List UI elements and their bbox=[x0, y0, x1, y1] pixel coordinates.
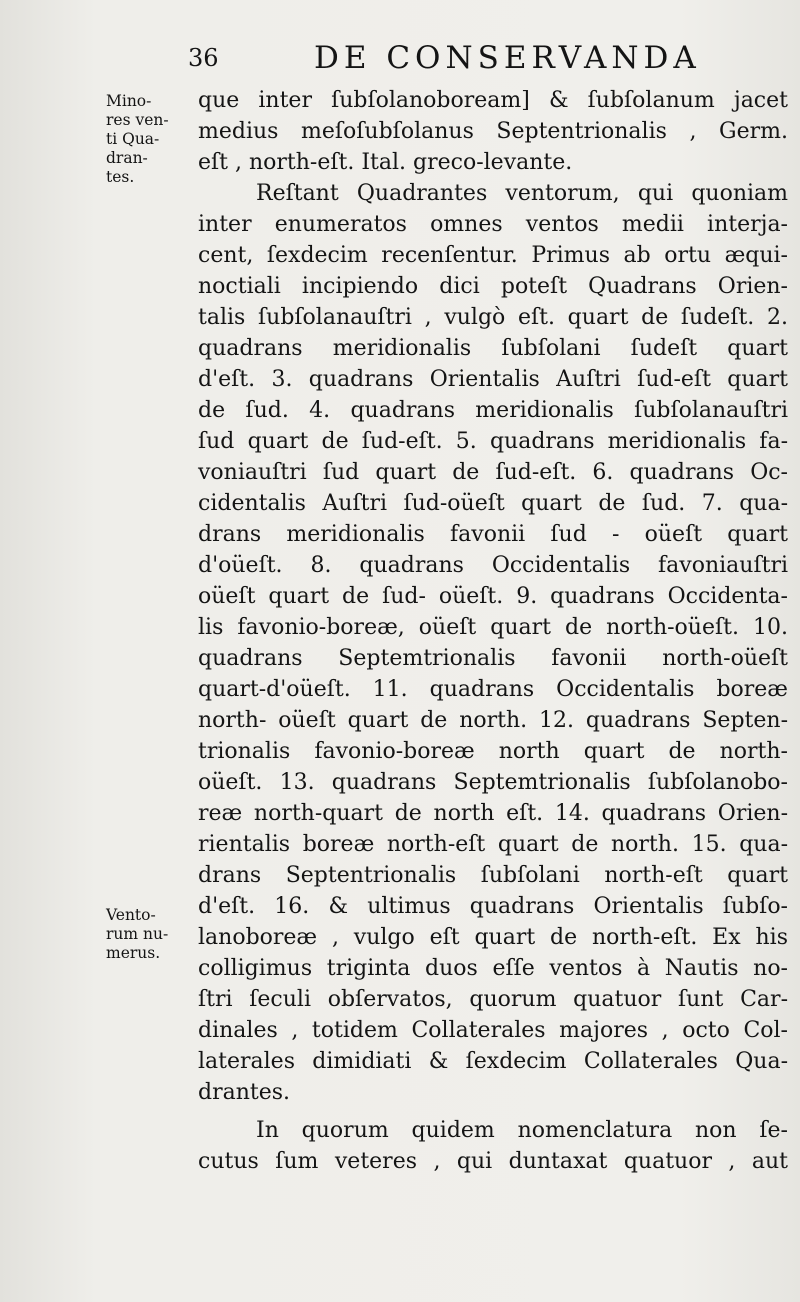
text-line: de ſud. 4. quadrans meridionalis ſubſolanauſtri bbox=[198, 398, 788, 423]
page-number: 36 bbox=[188, 44, 219, 72]
text-line: Reſtant Quadrantes ventorum, qui quoniam bbox=[256, 181, 788, 206]
text-line: medius meſoſubſolanus Septentrionalis , Germ. bbox=[198, 119, 788, 144]
text-line: drantes. bbox=[198, 1080, 291, 1105]
text-line: cutus ſum veteres , qui duntaxat quatuor , aut bbox=[198, 1149, 788, 1174]
text-line: colligimus triginta duos eſſe ventos à Nautis no- bbox=[198, 956, 788, 981]
text-line: oüeſt. 13. quadrans Septemtrionalis ſubſolanobo- bbox=[198, 770, 788, 795]
margin-note-line: Mino- bbox=[106, 92, 152, 110]
margin-note-line: ti Qua- bbox=[106, 130, 160, 148]
text-line: drans meridionalis favonii ſud - oüeſt quart bbox=[198, 522, 788, 547]
text-line: trionalis favonio-boreæ north quart de north- bbox=[198, 739, 788, 764]
margin-note-line: rum nu- bbox=[106, 925, 169, 943]
running-title: DE CONSERVANDA bbox=[314, 40, 701, 76]
text-line: d'eſt. 16. & ultimus quadrans Orientalis ſubſo- bbox=[198, 894, 788, 919]
text-line: rientalis boreæ north-eſt quart de north. 15. qua- bbox=[198, 832, 788, 857]
text-line: reæ north-quart de north eſt. 14. quadrans Orien- bbox=[198, 801, 788, 826]
text-line: quart-d'oüeſt. 11. quadrans Occidentalis boreæ bbox=[198, 677, 788, 702]
running-header bbox=[188, 38, 708, 78]
text-line: voniauſtri ſud quart de ſud-eſt. 6. quadrans Oc- bbox=[198, 460, 788, 485]
margin-note-line: Vento- bbox=[106, 906, 156, 924]
text-line: laterales dimidiati & ſexdecim Collaterales Qua- bbox=[198, 1049, 788, 1074]
text-line: lis favonio-boreæ, oüeſt quart de north-oüeſt. 10. bbox=[198, 615, 788, 640]
margin-note-minores-venti bbox=[106, 92, 184, 187]
text-line: In quorum quidem nomenclatura non ſe- bbox=[256, 1118, 788, 1143]
text-line: quadrans meridionalis ſubſolani ſudeſt quart bbox=[198, 336, 788, 361]
text-line: talis ſubſolanauſtri , vulgò eſt. quart de ſudeſt. 2. bbox=[198, 305, 788, 330]
text-line: cidentalis Auſtri ſud-oüeſt quart de ſud. 7. qua- bbox=[198, 491, 788, 516]
text-line: cent, ſexdecim recenſentur. Primus ab ortu æqui- bbox=[198, 243, 788, 268]
text-line: north- oüeſt quart de north. 12. quadrans Septen- bbox=[198, 708, 788, 733]
text-line: ſtri ſeculi obſervatos, quorum quatuor ſunt Car- bbox=[198, 987, 788, 1012]
text-line: d'eſt. 3. quadrans Orientalis Auſtri ſud-eſt quart bbox=[198, 367, 788, 392]
margin-note-line: tes. bbox=[106, 168, 135, 186]
text-line: quadrans Septemtrionalis favonii north-oüeſt bbox=[198, 646, 788, 671]
text-line: ſud quart de ſud-eſt. 5. quadrans meridionalis fa- bbox=[198, 429, 788, 454]
text-line: noctiali incipiendo dici poteſt Quadrans Orien- bbox=[198, 274, 788, 299]
text-line: dinales , totidem Collaterales majores , octo Col- bbox=[198, 1018, 788, 1043]
margin-note-line: dran- bbox=[106, 149, 148, 167]
text-line: que inter ſubſolanoboream] & ſubſolanum jacet bbox=[198, 88, 788, 113]
margin-note-line: merus. bbox=[106, 944, 161, 962]
text-line: eſt , north-eſt. Ital. greco-levante. bbox=[198, 150, 573, 175]
margin-note-line: res ven- bbox=[106, 111, 169, 129]
margin-note-ventorum-numerus bbox=[106, 906, 184, 963]
text-line: inter enumeratos omnes ventos medii interja- bbox=[198, 212, 788, 237]
text-line: drans Septentrionalis ſubſolani north-eſt quart bbox=[198, 863, 788, 888]
text-line: oüeſt quart de ſud- oüeſt. 9. quadrans Occidenta- bbox=[198, 584, 788, 609]
text-line: d'oüeſt. 8. quadrans Occidentalis favoniauſtri bbox=[198, 553, 788, 578]
text-line: lanoboreæ , vulgo eſt quart de north-eſt. Ex his bbox=[198, 925, 788, 950]
